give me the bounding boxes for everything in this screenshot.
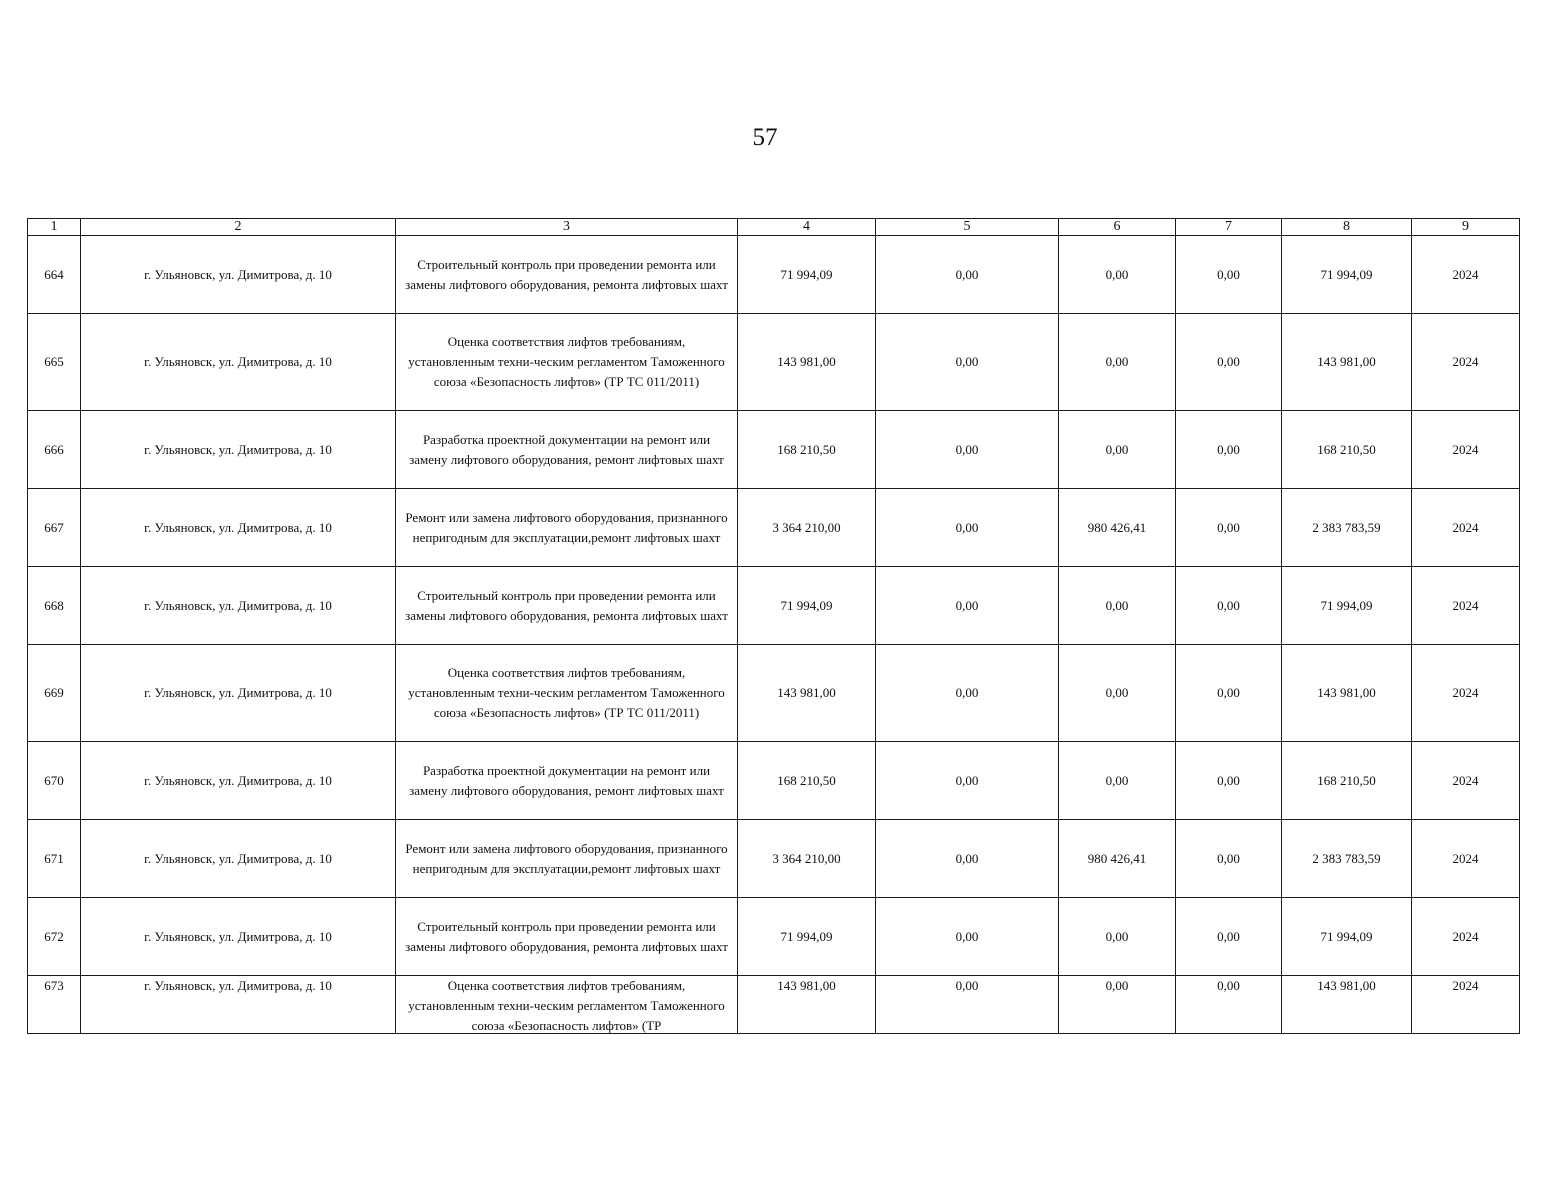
year-cell: 2024 xyxy=(1412,567,1520,645)
table-row xyxy=(28,314,1520,411)
table-row xyxy=(28,567,1520,645)
amount-col6-cell: 980 426,41 xyxy=(1059,489,1176,567)
amount-col6-cell: 980 426,41 xyxy=(1059,820,1176,898)
amount-col6-cell: 0,00 xyxy=(1059,898,1176,976)
work-description-cell xyxy=(396,976,738,1034)
work-description-cell: Разработка проектной документации на ремонт или замену лифтового оборудования, ремонт лифтовых шахт xyxy=(396,742,738,820)
year-cell: 2024 xyxy=(1412,314,1520,411)
amount-col7-cell: 0,00 xyxy=(1176,489,1282,567)
column-number-row xyxy=(28,219,1520,236)
row-number: 668 xyxy=(28,567,81,645)
column-number: 6 xyxy=(1059,219,1176,236)
amount-col6-cell: 0,00 xyxy=(1059,742,1176,820)
amount-col6-cell: 0,00 xyxy=(1059,976,1176,1034)
address-cell: г. Ульяновск, ул. Димитрова, д. 10 xyxy=(81,742,396,820)
address-cell: г. Ульяновск, ул. Димитрова, д. 10 xyxy=(81,645,396,742)
amount-col7-cell: 0,00 xyxy=(1176,820,1282,898)
row-number: 669 xyxy=(28,645,81,742)
page-number: 57 xyxy=(752,124,778,151)
column-number: 5 xyxy=(876,219,1059,236)
column-number: 1 xyxy=(28,219,81,236)
year-cell: 2024 xyxy=(1412,976,1520,1034)
column-number: 4 xyxy=(738,219,876,236)
work-description-cell: Оценка соответствия лифтов требованиям, установленным техни-ческим регламентом Таможенного союза «Безопасность лифтов» (ТР ТС 011/2011) xyxy=(396,645,738,742)
table-row xyxy=(28,898,1520,976)
row-number: 671 xyxy=(28,820,81,898)
amount-col4-cell: 168 210,50 xyxy=(738,411,876,489)
row-number: 673 xyxy=(28,976,81,1034)
amount-col8-cell: 71 994,09 xyxy=(1282,898,1412,976)
amount-col8-cell: 143 981,00 xyxy=(1282,645,1412,742)
row-number: 664 xyxy=(28,236,81,314)
amount-col6-cell: 0,00 xyxy=(1059,567,1176,645)
amount-col7-cell: 0,00 xyxy=(1176,976,1282,1034)
amount-col4-cell: 143 981,00 xyxy=(738,976,876,1034)
address-cell: г. Ульяновск, ул. Димитрова, д. 10 xyxy=(81,820,396,898)
amount-col8-cell: 168 210,50 xyxy=(1282,411,1412,489)
amount-col7-cell: 0,00 xyxy=(1176,742,1282,820)
table-row xyxy=(28,236,1520,314)
amount-col6-cell: 0,00 xyxy=(1059,236,1176,314)
work-description-cell: Ремонт или замена лифтового оборудования, признанного непригодным для эксплуатации,ремонт лифтовых шахт xyxy=(396,820,738,898)
table-row xyxy=(28,742,1520,820)
year-cell: 2024 xyxy=(1412,898,1520,976)
work-description-cell: Ремонт или замена лифтового оборудования, признанного непригодным для эксплуатации,ремонт лифтовых шахт xyxy=(396,489,738,567)
row-number: 672 xyxy=(28,898,81,976)
amount-col4-cell: 143 981,00 xyxy=(738,314,876,411)
year-cell: 2024 xyxy=(1412,489,1520,567)
amount-col4-cell: 71 994,09 xyxy=(738,898,876,976)
work-description-cell: Строительный контроль при проведении ремонта или замены лифтового оборудования, ремонта лифтовых шахт xyxy=(396,236,738,314)
address-cell: г. Ульяновск, ул. Димитрова, д. 10 xyxy=(81,314,396,411)
works-table xyxy=(27,218,1520,1034)
address-cell: г. Ульяновск, ул. Димитрова, д. 10 xyxy=(81,236,396,314)
address-cell: г. Ульяновск, ул. Димитрова, д. 10 xyxy=(81,489,396,567)
work-description-cell: Разработка проектной документации на ремонт или замену лифтового оборудования, ремонт лифтовых шахт xyxy=(396,411,738,489)
amount-col8-cell: 143 981,00 xyxy=(1282,314,1412,411)
amount-col5-cell: 0,00 xyxy=(876,976,1059,1034)
amount-col6-cell: 0,00 xyxy=(1059,411,1176,489)
row-number: 667 xyxy=(28,489,81,567)
year-cell: 2024 xyxy=(1412,742,1520,820)
amount-col8-cell: 71 994,09 xyxy=(1282,567,1412,645)
amount-col4-cell: 3 364 210,00 xyxy=(738,489,876,567)
column-number: 8 xyxy=(1282,219,1412,236)
year-cell: 2024 xyxy=(1412,411,1520,489)
amount-col8-cell: 71 994,09 xyxy=(1282,236,1412,314)
amount-col4-cell: 168 210,50 xyxy=(738,742,876,820)
work-description-cell: Строительный контроль при проведении ремонта или замены лифтового оборудования, ремонта лифтовых шахт xyxy=(396,898,738,976)
amount-col7-cell: 0,00 xyxy=(1176,645,1282,742)
year-cell: 2024 xyxy=(1412,236,1520,314)
work-description-text: Оценка соответствия лифтов требованиям, установленным техни-ческим регламентом Таможенного союза «Безопасность лифтов» (ТР xyxy=(408,978,725,1033)
address-cell: г. Ульяновск, ул. Димитрова, д. 10 xyxy=(81,976,396,1034)
table-row xyxy=(28,489,1520,567)
amount-col5-cell: 0,00 xyxy=(876,645,1059,742)
row-number: 670 xyxy=(28,742,81,820)
amount-col7-cell: 0,00 xyxy=(1176,898,1282,976)
amount-col4-cell: 3 364 210,00 xyxy=(738,820,876,898)
column-number: 2 xyxy=(81,219,396,236)
address-cell: г. Ульяновск, ул. Димитрова, д. 10 xyxy=(81,411,396,489)
amount-col8-cell: 168 210,50 xyxy=(1282,742,1412,820)
column-number: 3 xyxy=(396,219,738,236)
work-description-cell: Строительный контроль при проведении ремонта или замены лифтового оборудования, ремонта лифтовых шахт xyxy=(396,567,738,645)
amount-col7-cell: 0,00 xyxy=(1176,236,1282,314)
amount-col7-cell: 0,00 xyxy=(1176,314,1282,411)
column-number: 9 xyxy=(1412,219,1520,236)
year-cell: 2024 xyxy=(1412,645,1520,742)
row-number: 665 xyxy=(28,314,81,411)
amount-col4-cell: 71 994,09 xyxy=(738,236,876,314)
amount-col4-cell: 143 981,00 xyxy=(738,645,876,742)
amount-col5-cell: 0,00 xyxy=(876,898,1059,976)
amount-col5-cell: 0,00 xyxy=(876,314,1059,411)
amount-col5-cell: 0,00 xyxy=(876,489,1059,567)
address-cell: г. Ульяновск, ул. Димитрова, д. 10 xyxy=(81,567,396,645)
amount-col8-cell: 143 981,00 xyxy=(1282,976,1412,1034)
amount-col4-cell: 71 994,09 xyxy=(738,567,876,645)
amount-col5-cell: 0,00 xyxy=(876,742,1059,820)
amount-col6-cell: 0,00 xyxy=(1059,645,1176,742)
amount-col5-cell: 0,00 xyxy=(876,236,1059,314)
table-row xyxy=(28,411,1520,489)
year-cell: 2024 xyxy=(1412,820,1520,898)
amount-col5-cell: 0,00 xyxy=(876,820,1059,898)
amount-col5-cell: 0,00 xyxy=(876,567,1059,645)
address-cell: г. Ульяновск, ул. Димитрова, д. 10 xyxy=(81,898,396,976)
table-row xyxy=(28,820,1520,898)
amount-col7-cell: 0,00 xyxy=(1176,411,1282,489)
work-description-cell: Оценка соответствия лифтов требованиям, установленным техни-ческим регламентом Таможенного союза «Безопасность лифтов» (ТР ТС 011/2011) xyxy=(396,314,738,411)
amount-col7-cell: 0,00 xyxy=(1176,567,1282,645)
amount-col8-cell: 2 383 783,59 xyxy=(1282,489,1412,567)
column-number: 7 xyxy=(1176,219,1282,236)
amount-col8-cell: 2 383 783,59 xyxy=(1282,820,1412,898)
table-row xyxy=(28,645,1520,742)
amount-col5-cell: 0,00 xyxy=(876,411,1059,489)
amount-col6-cell: 0,00 xyxy=(1059,314,1176,411)
table-row xyxy=(28,976,1520,1034)
row-number: 666 xyxy=(28,411,81,489)
